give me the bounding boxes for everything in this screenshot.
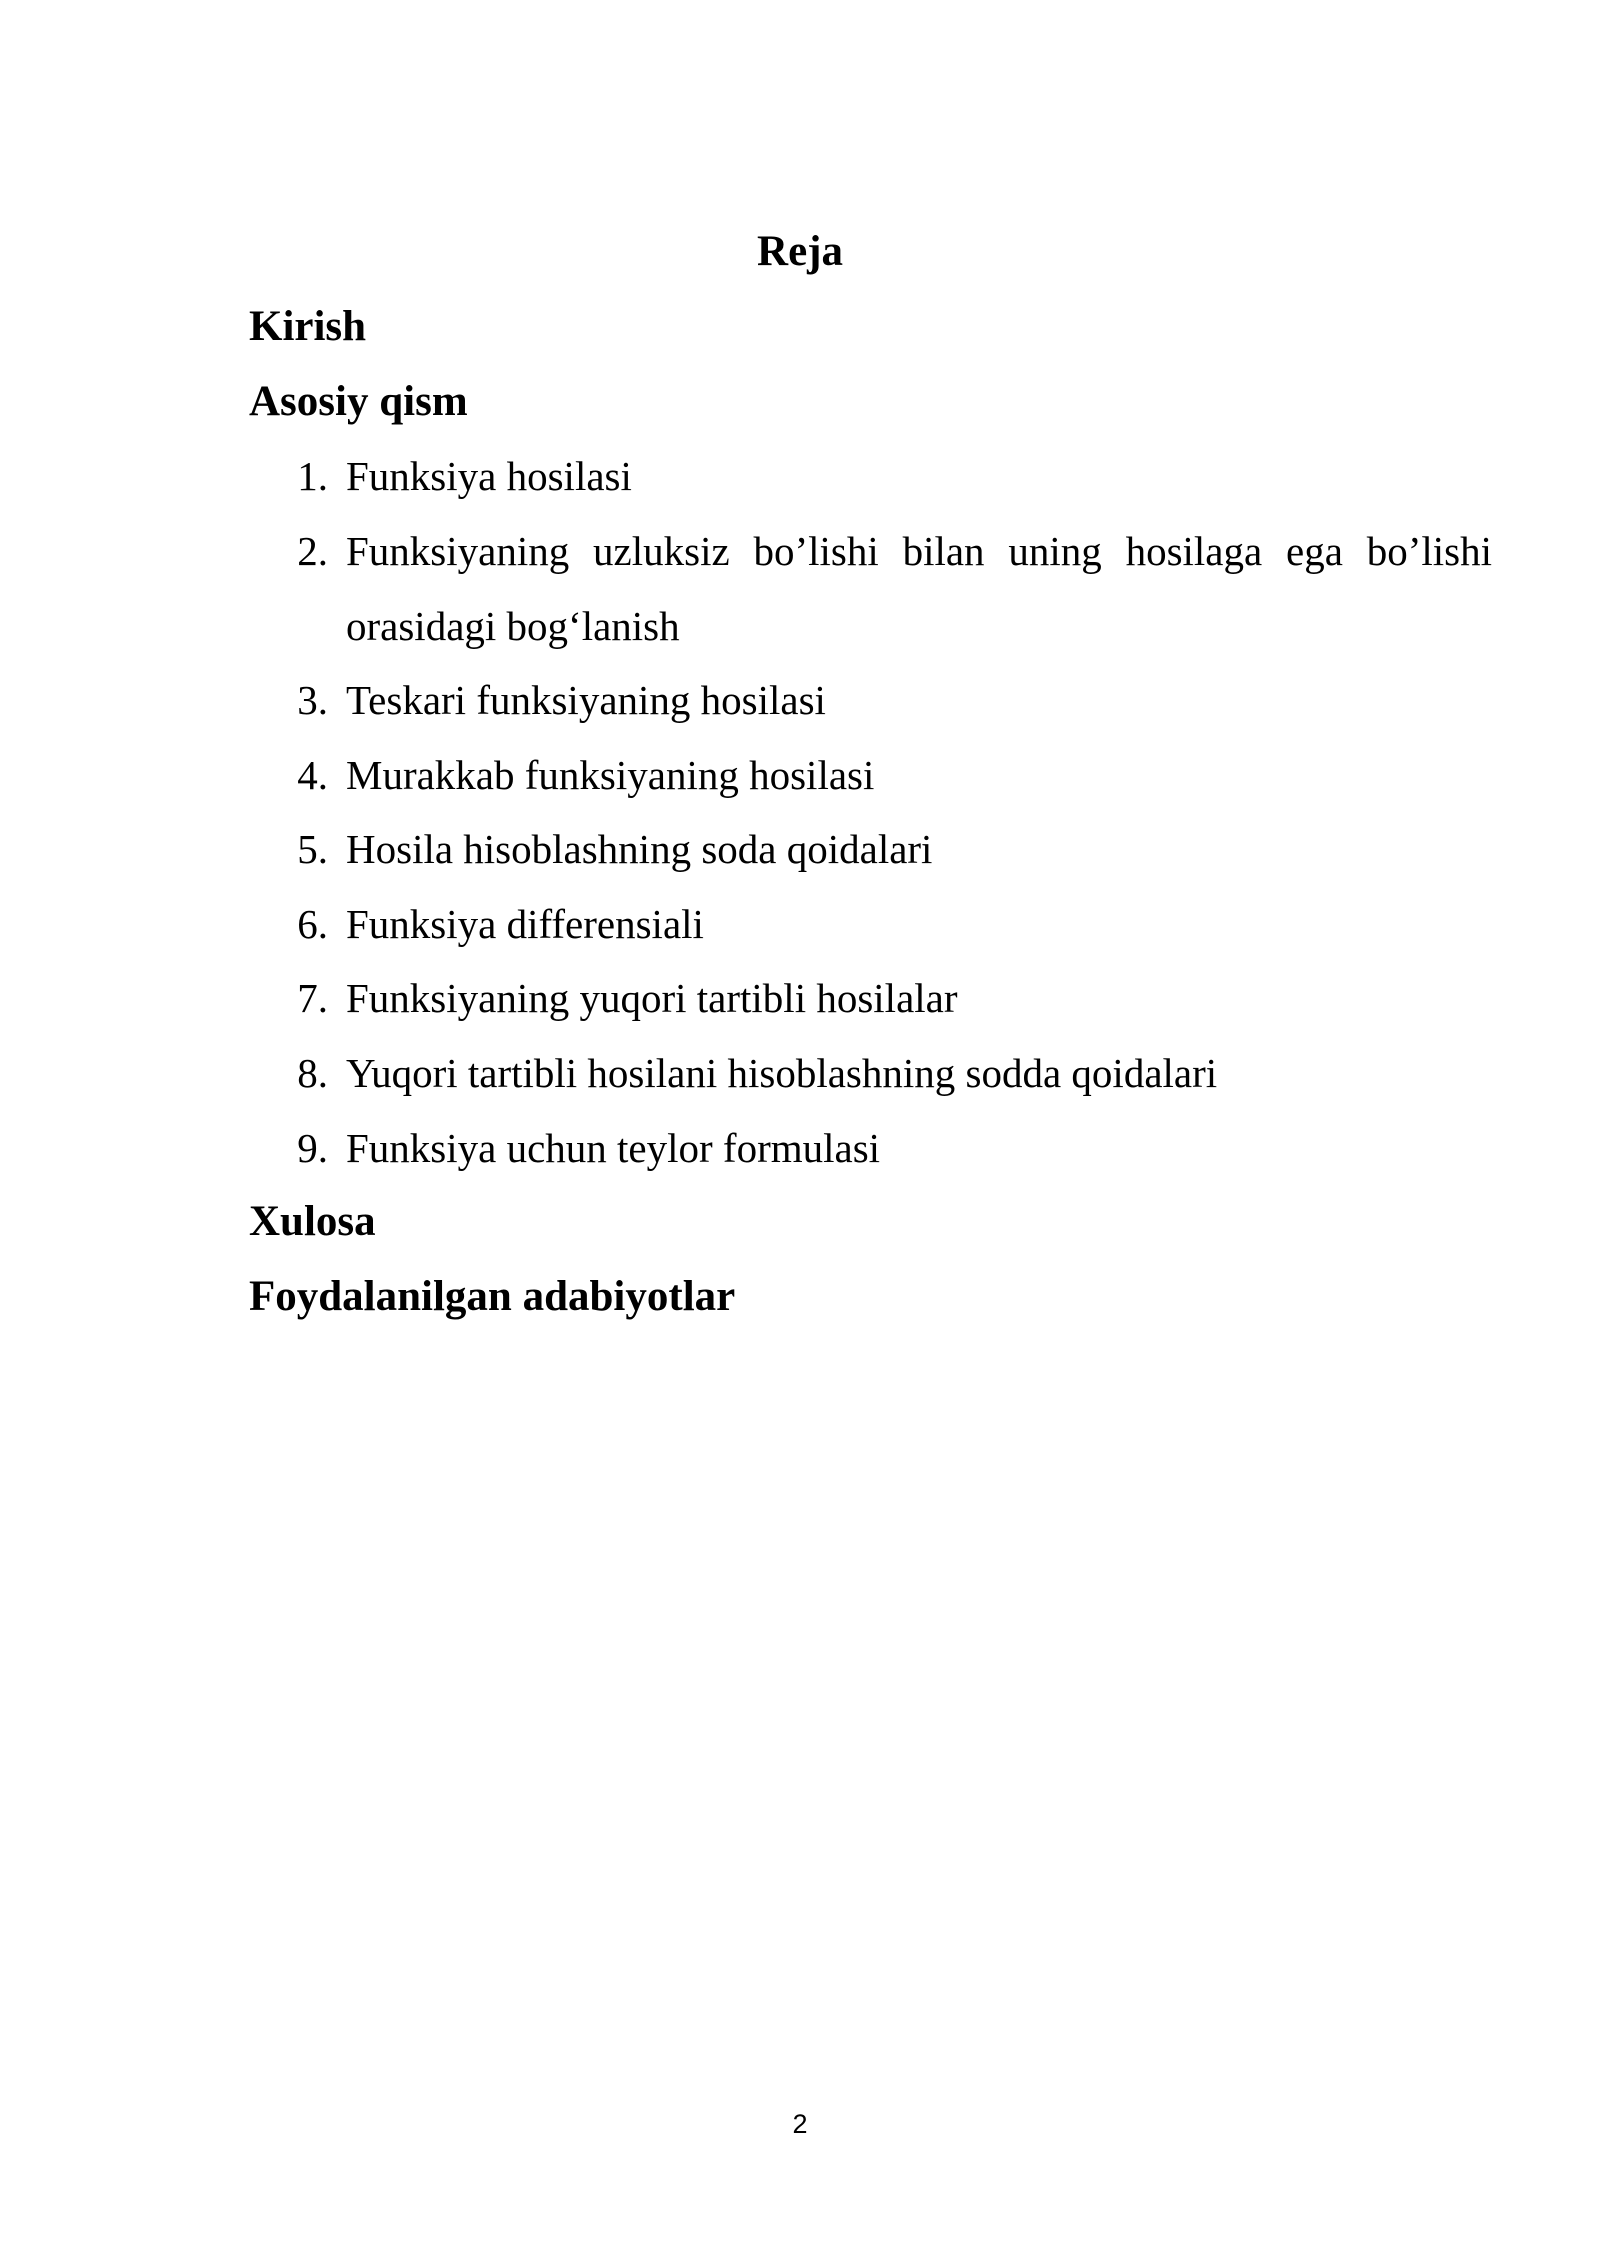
list-item-number: 8. — [297, 1050, 328, 1096]
list-item-continuation-text: orasidagi bog‘lanish — [346, 603, 680, 649]
list-item-text: Murakkab funksiyaning hosilasi — [346, 752, 875, 798]
list-item-text: Funksiya hosilasi — [346, 453, 632, 499]
list-item-text: Funksiya uchun teylor formulasi — [346, 1125, 881, 1171]
list-item-text: Hosila hisoblashning soda qoidalari — [346, 826, 933, 872]
list-item-text: Teskari funksiyaning hosilasi — [346, 677, 826, 723]
heading-intro: Kirish — [249, 303, 367, 350]
heading-conclusion: Xulosa — [249, 1198, 376, 1245]
list-item-number: 9. — [297, 1125, 328, 1171]
list-item-text: Yuqori tartibli hosilani hisoblashning sodda qoidalari — [346, 1050, 1218, 1096]
list-item-number: 2. — [297, 528, 328, 574]
list-item-number: 7. — [297, 975, 328, 1021]
list-item-number: 6. — [297, 901, 328, 947]
list-item-number: 1. — [297, 453, 328, 499]
list-item-text: Funksiyaning uzluksiz bo’lishi bilan uning hosilaga ega bo’lishi — [346, 528, 1492, 574]
list-item-number: 5. — [297, 826, 328, 872]
list-item-number: 4. — [297, 752, 328, 798]
heading-references: Foydalanilgan adabiyotlar — [249, 1273, 736, 1320]
document-title: Reja — [757, 228, 843, 275]
page-number: 2 — [792, 2109, 808, 2139]
list-item-text: Funksiyaning yuqori tartibli hosilalar — [346, 975, 958, 1021]
list-item-number: 3. — [297, 677, 328, 723]
heading-main-part: Asosiy qism — [249, 378, 468, 425]
list-item-text: Funksiya differensiali — [346, 901, 704, 947]
